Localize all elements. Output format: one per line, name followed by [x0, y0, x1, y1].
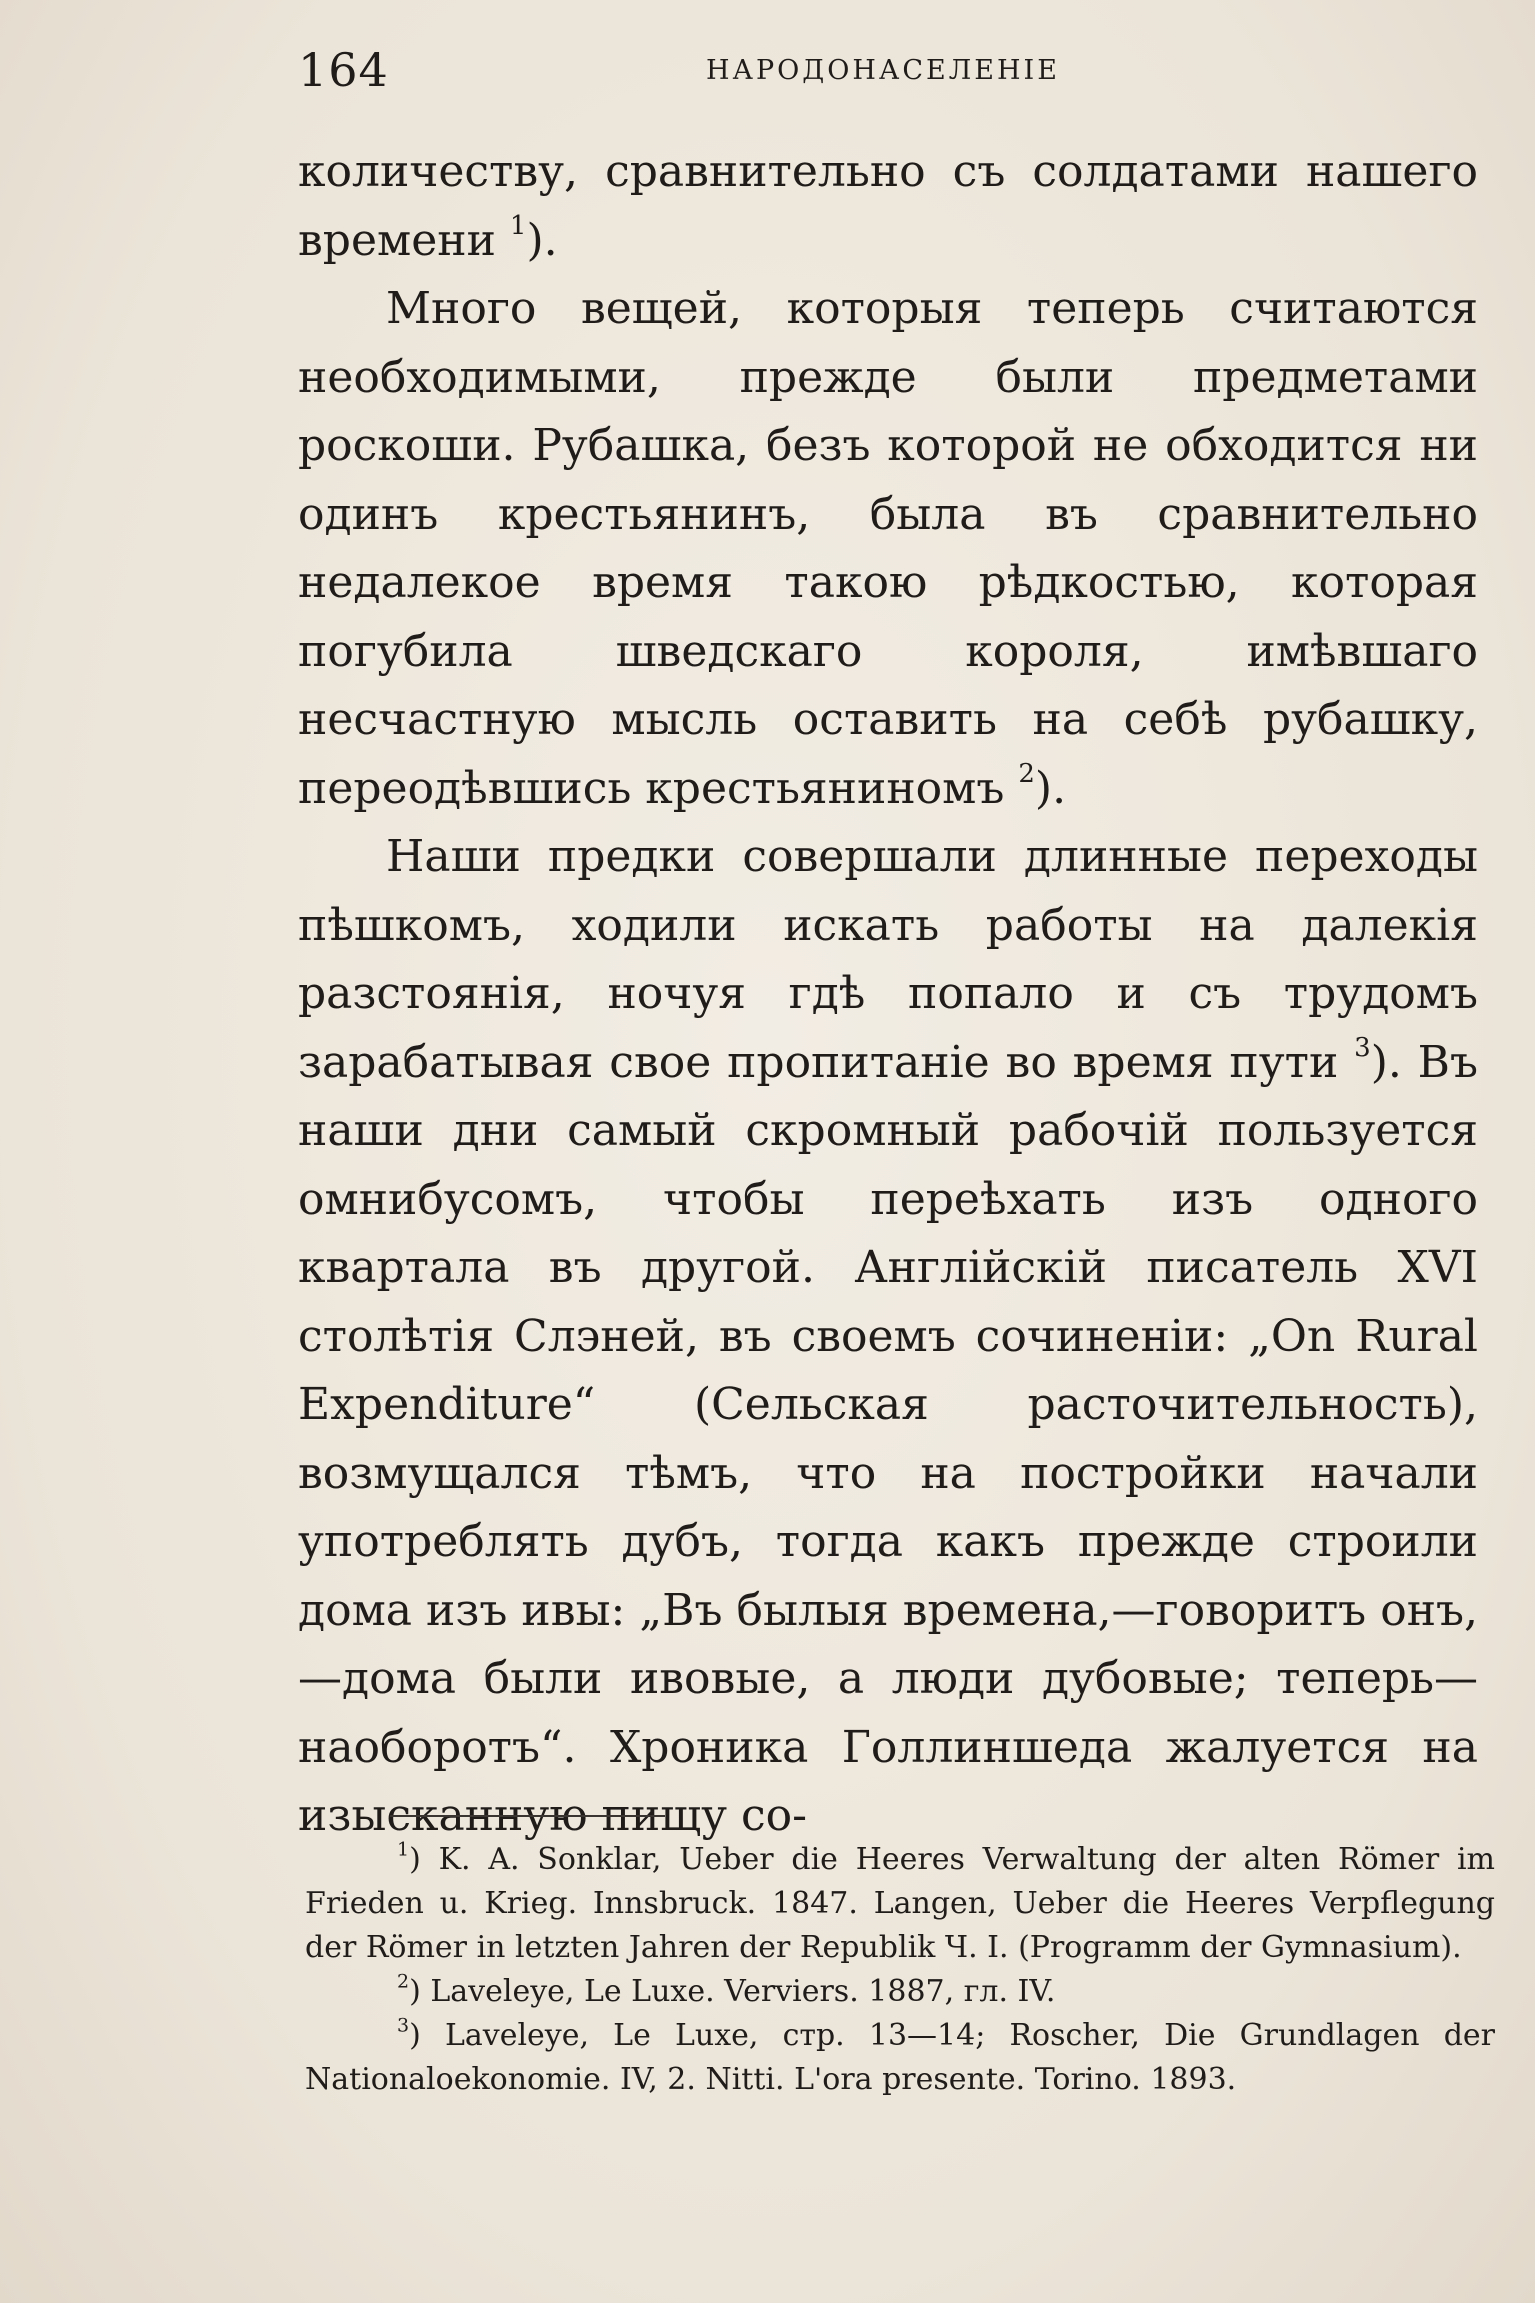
footnote-ref-3: 3: [1354, 1032, 1371, 1063]
footnote-ref-1: 1: [509, 210, 527, 241]
main-text: [298, 138, 1478, 1851]
paragraph-2: [298, 275, 1478, 823]
paragraph-2-text: Много вещей, которыя теперь считаются необходимыми, прежде были предметами роскоши. Рубашка, безъ которой не обходится ни одинъ крестьянинъ, была въ сравнительно недалекое время такою рѣдкостью, которая погубила шведскаго короля, имѣвшаго несчастную мысль оставить на себѣ рубашку, переодѣвшись крестьяниномъ: [298, 283, 1478, 814]
footnote-mark-1: 1: [397, 1838, 410, 1861]
footnote-2-text: ) Laveleye, Le Luxe. Verviers. 1887, гл. IV.: [409, 1974, 1056, 2009]
footnote-ref-2: 2: [1018, 758, 1035, 789]
page-number: 164: [298, 43, 389, 97]
footnote-1: [305, 1838, 1495, 1970]
footnote-3-text: ) Laveleye, Le Luxe, стр. 13—14; Roscher, Die Grundlagen der Nationaloekonomie. IV, 2. Nitti. L'ora presente. Torino. 1893.: [305, 2018, 1495, 2097]
paragraph-1-text: количеству, сравнительно съ солдатами нашего времени: [298, 146, 1478, 266]
footnote-mark-3: 3: [397, 2014, 410, 2037]
paragraph-1-tail: ).: [526, 214, 558, 266]
paragraph-3-tail: ). Въ наши дни самый скромный рабочій пользуется омнибусомъ, чтобы переѣхать изъ одного квартала въ другой. Англійскій писатель XVI столѣтія Слэней, въ своемъ сочиненіи: „On Rural Expenditure“ (Сельская расточительность), возмущался тѣмъ, что на постройки начали употреблять дубъ, тогда какъ прежде строили дома изъ ивы: „Въ былыя времена,—говоритъ онъ,—дома были ивовые, а люди дубовые; теперь—наоборотъ“. Хроника Голлиншеда жалуется на изысканную пищу со-: [298, 1036, 1478, 1841]
footnote-mark-2: 2: [397, 1970, 410, 1993]
footnote-2: [305, 1970, 1495, 2014]
paragraph-3: [298, 823, 1478, 1851]
footnote-1-text: ) K. A. Sonklar, Ueber die Heeres Verwaltung der alten Römer im Frieden u. Krieg. Innsbruck. 1847. Langen, Ueber die Heeres Verpflegung der Römer in letzten Jahren der Republik Ч. I. (Programm der Gymnasium).: [305, 1842, 1495, 1965]
footnote-3: [305, 2014, 1495, 2102]
running-head: НАРОДОНАСЕЛЕНІЕ: [706, 55, 1060, 86]
paragraph-1: [298, 138, 1478, 275]
footnote-separator: [390, 1815, 665, 1817]
paragraph-2-tail: ).: [1034, 762, 1067, 814]
footnotes: [305, 1838, 1495, 2102]
page-header: [298, 40, 1478, 100]
paragraph-3-text: Наши предки совершали длинные переходы пѣшкомъ, ходили искать работы на далекія разстоянія, ночуя гдѣ попало и съ трудомъ зарабатывая свое пропитаніе во время пути: [298, 831, 1478, 1088]
